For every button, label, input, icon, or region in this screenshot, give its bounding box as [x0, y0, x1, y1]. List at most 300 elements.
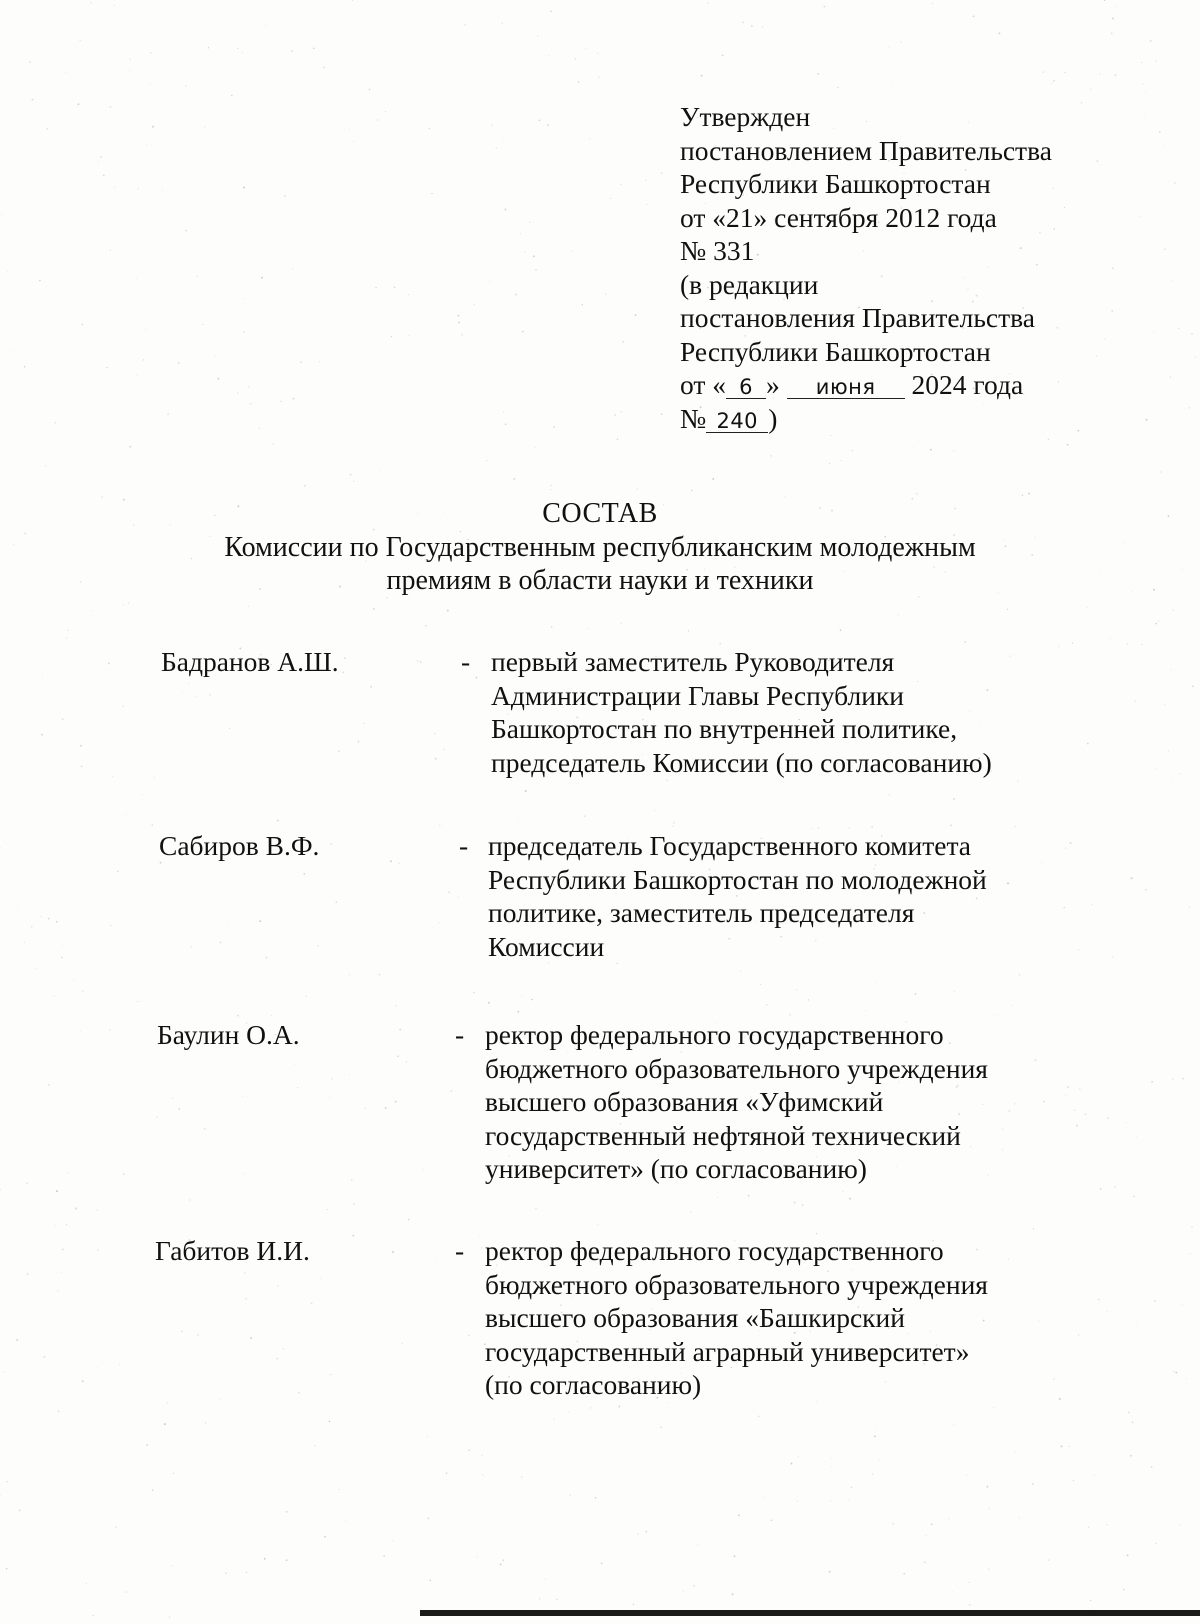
scan-speck: [621, 184, 622, 185]
scan-speck: [551, 626, 552, 627]
scan-speck: [243, 331, 244, 332]
scan-speck: [217, 378, 219, 380]
scan-speck: [304, 485, 306, 487]
scan-speck: [925, 1535, 926, 1536]
scan-speck: [655, 810, 656, 811]
scan-speck: [550, 489, 551, 490]
scan-speck: [620, 623, 621, 624]
scan-speck: [751, 25, 753, 27]
scan-speck: [329, 1421, 330, 1422]
approval-line: Утвержден: [680, 101, 811, 132]
role-line: первый заместитель Руководителя: [491, 646, 895, 677]
scan-speck: [553, 426, 555, 428]
scan-speck: [964, 641, 966, 643]
scan-speck: [954, 991, 955, 992]
scan-speck: [1104, 0, 1106, 1]
member-dash: -: [455, 1235, 465, 1266]
scan-speck: [1175, 1372, 1177, 1374]
scan-speck: [570, 1494, 571, 1495]
scan-speck: [96, 175, 97, 176]
scan-speck: [1091, 904, 1093, 906]
scan-speck: [173, 929, 174, 930]
scan-speck: [588, 628, 589, 629]
scan-speck: [994, 1015, 995, 1016]
scan-speck: [1064, 72, 1066, 74]
scan-speck: [231, 95, 233, 97]
scan-speck: [1087, 607, 1088, 608]
scan-speck: [502, 1559, 504, 1561]
role-line: Администрации Главы Республики: [491, 679, 904, 711]
scan-speck: [868, 1458, 869, 1459]
scan-speck: [875, 1425, 876, 1426]
scan-speck: [993, 1407, 994, 1408]
role-line: ректор федерального государственного: [485, 1019, 944, 1050]
scan-speck: [62, 945, 63, 946]
scan-speck: [1144, 117, 1145, 118]
scan-speck: [150, 84, 151, 85]
scan-speck: [517, 1011, 519, 1013]
scan-speck: [1112, 956, 1114, 958]
scan-speck: [1112, 18, 1114, 20]
scan-speck: [408, 1219, 409, 1220]
scan-speck: [377, 119, 378, 120]
scan-speck: [771, 1519, 773, 1521]
scan-speck: [322, 1550, 323, 1551]
scan-speck: [369, 89, 371, 91]
scan-speck: [364, 1108, 366, 1110]
scan-speck: [319, 361, 320, 362]
scan-speck: [34, 1365, 35, 1366]
scan-speck: [57, 1290, 58, 1291]
scan-speck: [597, 1224, 598, 1225]
scan-speck: [27, 1273, 29, 1275]
scan-speck: [515, 294, 517, 296]
scan-speck: [429, 128, 430, 129]
scan-speck: [66, 638, 67, 639]
scan-speck: [1131, 877, 1133, 879]
scan-speck: [155, 1096, 156, 1097]
approval-line: Республики Башкортостан: [680, 335, 991, 367]
scan-speck: [394, 287, 395, 288]
scan-speck: [1058, 381, 1059, 382]
scan-speck: [489, 281, 490, 282]
scan-speck: [584, 816, 585, 817]
handwritten-day: 6: [726, 376, 766, 399]
scan-speck: [525, 790, 527, 792]
scan-speck: [797, 1500, 798, 1501]
scan-speck: [1156, 769, 1157, 770]
scan-speck: [303, 873, 305, 875]
member-dash: -: [459, 830, 469, 861]
scan-speck: [666, 1403, 667, 1404]
scan-speck: [54, 422, 56, 424]
scan-speck: [137, 1001, 139, 1003]
scan-speck: [142, 794, 143, 795]
scan-speck: [953, 1425, 954, 1426]
scan-speck: [373, 608, 375, 610]
scan-speck: [82, 990, 84, 992]
scan-speck: [503, 411, 504, 412]
scan-speck: [1192, 686, 1194, 688]
scan-speck: [1112, 267, 1114, 269]
scan-speck: [323, 67, 325, 69]
scan-speck: [1188, 407, 1190, 409]
scan-speck: [1115, 74, 1117, 76]
scan-speck: [286, 1559, 288, 1561]
scan-speck: [1116, 6, 1117, 7]
scan-speck: [831, 1458, 832, 1459]
scan-speck: [1110, 638, 1111, 639]
scan-speck: [1069, 1446, 1070, 1447]
scan-speck: [110, 250, 111, 251]
scan-speck: [298, 1392, 300, 1394]
scan-speck: [314, 1445, 315, 1446]
scan-speck: [521, 1476, 522, 1477]
scan-speck: [110, 106, 112, 108]
scan-speck: [1125, 1122, 1126, 1123]
scan-speck: [164, 1423, 166, 1425]
title-line: премиям в области науки и техники: [386, 565, 814, 596]
scan-speck: [491, 125, 492, 126]
scan-speck: [798, 1456, 799, 1457]
scan-speck: [1178, 328, 1179, 329]
scan-speck: [145, 329, 146, 330]
scan-speck: [339, 1489, 340, 1490]
member-dash: -: [455, 1019, 465, 1050]
scan-speck: [473, 992, 475, 994]
scan-speck: [1111, 32, 1113, 34]
approval-line: постановления Правительства: [680, 302, 1035, 333]
scan-speck: [1170, 669, 1171, 670]
scan-speck: [1053, 80, 1055, 82]
scan-speck: [1156, 1543, 1157, 1544]
scan-speck: [1145, 91, 1146, 92]
scan-speck: [332, 1078, 333, 1079]
scan-speck: [1096, 355, 1097, 356]
approval-line: Республики Башкортостан: [680, 168, 991, 199]
scan-speck: [1141, 62, 1142, 63]
scan-speck: [123, 1173, 125, 1175]
scan-speck: [259, 428, 260, 429]
revision-date-line: [680, 368, 1052, 402]
scan-speck: [330, 1097, 331, 1098]
scan-speck: [874, 1435, 876, 1437]
scan-speck: [615, 414, 616, 415]
scan-speck: [998, 32, 1000, 34]
scan-speck: [244, 1272, 246, 1274]
scan-speck: [488, 1002, 490, 1004]
scan-speck: [672, 826, 673, 827]
scan-speck: [871, 826, 873, 828]
scan-speck: [1136, 1323, 1137, 1324]
scan-speck: [712, 478, 714, 480]
scan-speck: [690, 1211, 691, 1212]
scan-speck: [29, 61, 30, 62]
scan-speck: [56, 1190, 58, 1192]
scan-speck: [197, 1334, 199, 1336]
scan-speck: [645, 180, 646, 181]
scan-speck: [481, 1455, 482, 1456]
scan-speck: [458, 315, 460, 317]
scan-speck: [876, 982, 877, 983]
scan-speck: [879, 1460, 880, 1461]
scan-speck: [790, 1014, 792, 1016]
scan-speck: [122, 705, 124, 707]
scan-speck: [1141, 644, 1142, 645]
role-line: государственный аграрный университет»: [485, 1335, 970, 1367]
scan-speck: [35, 968, 36, 969]
scan-speck: [114, 5, 115, 6]
scan-speck: [13, 1106, 14, 1107]
scan-speck: [802, 1204, 804, 1206]
scan-speck: [62, 1249, 64, 1251]
scan-speck: [1078, 430, 1080, 432]
scan-speck: [1146, 419, 1148, 421]
scan-speck: [1019, 1517, 1020, 1518]
scan-speck: [154, 776, 155, 777]
scan-speck: [1182, 1078, 1184, 1080]
scan-speck: [108, 663, 110, 665]
scan-speck: [666, 780, 668, 782]
scan-speck: [264, 1558, 266, 1560]
scan-speck: [313, 48, 314, 49]
scan-speck: [554, 1419, 555, 1420]
scan-speck: [556, 1599, 557, 1600]
scan-speck: [1106, 1311, 1107, 1312]
scan-speck: [119, 1364, 120, 1365]
scan-speck: [284, 195, 286, 197]
scan-speck: [476, 676, 477, 677]
scan-speck: [178, 1108, 180, 1110]
scan-speck: [283, 1348, 284, 1349]
scan-speck: [550, 10, 552, 12]
scan-speck: [447, 610, 449, 612]
scan-speck: [1189, 906, 1190, 907]
scan-speck: [708, 2, 709, 3]
scan-speck: [829, 463, 831, 465]
scan-speck: [790, 64, 791, 65]
scan-speck: [117, 871, 118, 872]
scan-speck: [950, 824, 952, 826]
scan-speck: [1151, 1081, 1153, 1083]
scan-speck: [1061, 1445, 1063, 1447]
scan-speck: [673, 822, 675, 824]
scan-speck: [840, 460, 841, 461]
scan-speck: [98, 161, 99, 162]
scan-speck: [48, 1084, 50, 1086]
scan-speck: [42, 678, 43, 679]
scan-speck: [196, 276, 198, 278]
scan-speck: [237, 48, 238, 49]
scan-speck: [425, 625, 427, 627]
scan-speck: [305, 996, 306, 997]
scan-speck: [794, 1202, 796, 1204]
scan-speck: [73, 980, 74, 981]
scan-speck: [353, 481, 354, 482]
scan-speck: [1128, 1412, 1130, 1414]
scan-speck: [82, 1380, 84, 1382]
scan-speck: [764, 1497, 765, 1498]
scan-speck: [58, 1410, 60, 1412]
scan-speck: [1048, 439, 1050, 441]
scan-speck: [128, 603, 129, 604]
scan-speck: [1032, 1483, 1034, 1485]
scan-speck: [1164, 145, 1165, 146]
scan-speck: [406, 1061, 408, 1063]
scan-speck: [693, 1585, 694, 1586]
scan-speck: [533, 255, 535, 257]
scan-speck: [830, 993, 831, 994]
scan-speck: [398, 863, 400, 865]
scan-speck: [618, 1406, 620, 1408]
scan-speck: [1102, 164, 1103, 165]
scan-speck: [380, 470, 381, 471]
scan-speck: [617, 438, 619, 440]
scan-speck: [903, 1573, 905, 1575]
scan-speck: [848, 1499, 849, 1500]
scan-speck: [125, 1591, 126, 1592]
scan-speck: [248, 606, 249, 607]
member-role: [488, 829, 1088, 963]
role-line: Комиссии: [488, 930, 605, 962]
scan-speck: [92, 610, 93, 611]
scan-speck: [131, 252, 132, 253]
scan-speck: [297, 1087, 298, 1088]
scan-speck: [286, 1511, 288, 1513]
scan-speck: [96, 1209, 97, 1210]
scan-speck: [717, 1197, 718, 1198]
scan-speck: [468, 1449, 470, 1451]
scan-speck: [7, 271, 8, 272]
scan-speck: [524, 252, 525, 253]
scan-speck: [115, 1526, 117, 1528]
scan-speck: [19, 1509, 21, 1511]
scan-speck: [1173, 1371, 1174, 1372]
scan-speck: [522, 331, 523, 332]
scan-speck: [572, 250, 573, 251]
scan-speck: [916, 493, 918, 495]
scan-speck: [156, 1116, 158, 1118]
scan-speck: [931, 1524, 933, 1526]
scan-speck: [90, 2, 92, 4]
scan-speck: [551, 485, 552, 486]
scan-speck: [505, 209, 507, 211]
scan-speck: [68, 1172, 69, 1173]
scan-speck: [462, 334, 463, 335]
scan-speck: [353, 1203, 355, 1205]
scan-speck: [220, 942, 221, 943]
scan-speck: [93, 660, 94, 661]
scan-speck: [831, 1466, 832, 1467]
scan-speck: [41, 916, 43, 918]
scan-speck: [204, 1128, 206, 1130]
scan-speck: [646, 204, 648, 206]
scan-speck: [697, 1544, 698, 1545]
scan-speck: [1153, 332, 1154, 333]
scan-speck: [953, 450, 954, 451]
scan-speck: [97, 1250, 98, 1251]
scan-speck: [0, 1189, 1, 1190]
scan-speck: [106, 367, 108, 369]
scan-speck: [1067, 444, 1069, 446]
scan-speck: [431, 193, 432, 194]
scan-speck: [973, 15, 975, 17]
scan-speck: [1189, 1253, 1190, 1254]
role-line: председатель Комиссии (по согласованию): [491, 746, 992, 778]
scan-speck: [26, 1182, 28, 1184]
date-prefix: от «: [680, 369, 727, 400]
scan-speck: [986, 1486, 988, 1488]
scan-speck: [385, 1107, 387, 1109]
scan-speck: [295, 1164, 296, 1165]
scan-speck: [7, 1481, 8, 1482]
scan-speck: [291, 50, 293, 52]
scan-speck: [824, 6, 826, 8]
scan-speck: [229, 728, 231, 730]
scan-speck: [1028, 493, 1030, 495]
scan-speck: [417, 660, 418, 661]
scan-speck: [477, 1556, 478, 1557]
scan-speck: [849, 1198, 851, 1200]
scan-speck: [1098, 618, 1099, 619]
scan-speck: [901, 42, 902, 43]
approval-line: от «21» сентября 2012 года: [680, 201, 997, 233]
scan-speck: [1133, 1196, 1134, 1197]
scan-speck: [0, 1495, 1, 1496]
scan-speck: [209, 694, 211, 696]
scan-speck: [429, 1580, 431, 1582]
scan-speck: [621, 411, 623, 413]
scan-speck: [578, 81, 579, 82]
scan-speck: [451, 1090, 452, 1091]
scan-speck: [830, 1500, 831, 1501]
scan-speck: [208, 47, 209, 48]
scan-speck: [39, 280, 41, 282]
scan-speck: [898, 615, 899, 616]
scan-speck: [446, 1472, 448, 1474]
scan-speck: [420, 661, 422, 663]
scan-speck: [1172, 1078, 1173, 1079]
role-line: университет» (по согласованию): [485, 1153, 867, 1184]
scan-speck: [395, 1005, 397, 1007]
scan-speck: [61, 1272, 62, 1273]
scan-speck: [46, 128, 48, 130]
scan-speck: [324, 1536, 326, 1538]
scan-speck: [277, 1358, 278, 1359]
scan-speck: [732, 1593, 734, 1595]
scan-speck: [271, 1015, 272, 1016]
scan-speck: [408, 334, 410, 336]
scan-speck: [688, 630, 689, 631]
scan-speck: [701, 75, 703, 77]
scan-speck: [202, 324, 203, 325]
scan-speck: [1100, 1188, 1102, 1190]
member-role: [491, 645, 1091, 779]
scan-speck: [32, 99, 34, 101]
scan-speck: [1114, 1186, 1115, 1187]
scan-speck: [205, 1422, 207, 1424]
scan-speck: [988, 1569, 989, 1570]
scan-speck: [1099, 73, 1100, 74]
scan-speck: [535, 1208, 537, 1210]
scan-speck: [51, 376, 52, 377]
scan-speck: [172, 1565, 173, 1566]
member-role: [485, 1234, 1085, 1402]
scan-speck: [438, 922, 440, 924]
scan-speck: [1164, 704, 1165, 705]
scan-speck: [350, 474, 352, 476]
scan-speck: [1, 213, 2, 214]
